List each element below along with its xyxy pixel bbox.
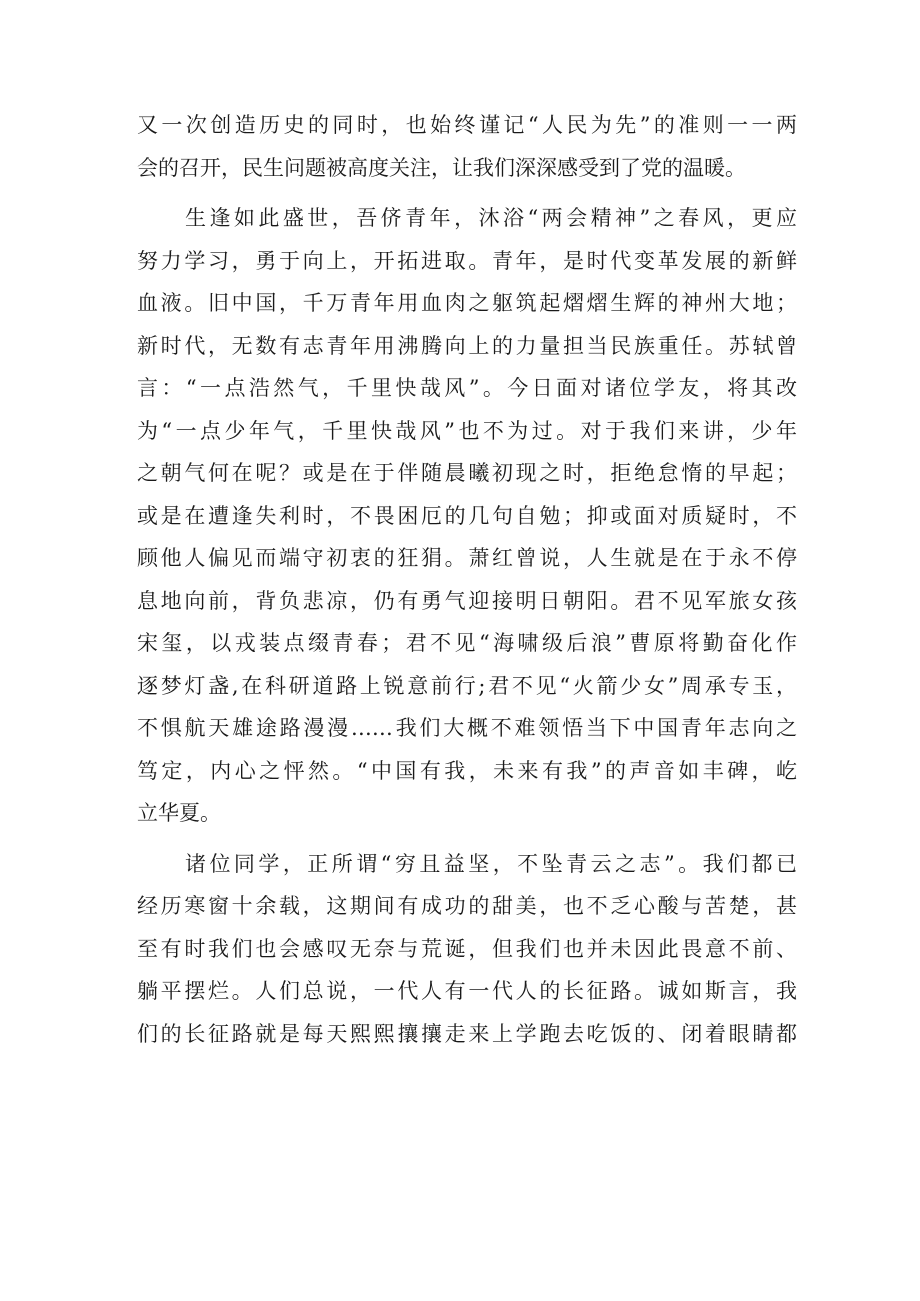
body-text (137, 104, 797, 1055)
text-line: 宋玺，以戎装点缀青春；君不见“海啸级后浪”曹原将勤奋化作 (137, 631, 797, 655)
paragraph-gap (137, 835, 797, 843)
text-line: 会的召开，民生问题被高度关注，让我们深深感受到了党的温暖。 (137, 155, 746, 180)
text-line: 经历寒窗十余载，这期间有成功的甜美，也不乏心酸与苦楚，甚 (137, 894, 797, 918)
text-line: 不惧航天雄途路漫漫……我们大概不难领悟当下中国青年志向之 (137, 716, 797, 740)
text-line: 言：“一点浩然气，千里快哉风”。今日面对诸位学友，将其改 (137, 376, 797, 400)
text-line: 逐梦灯盏,在科研道路上锐意前行;君不见“火箭少女”周承专玉， (137, 673, 797, 698)
text-line: 躺平摆烂。人们总说，一代人有一代人的长征路。诚如斯言，我 (137, 979, 797, 1003)
text-line: 息地向前，背负悲凉，仍有勇气迎接明日朝阳。君不见军旅女孩 (137, 588, 797, 613)
text-line: 新时代，无数有志青年用沸腾向上的力量担当民族重任。苏轼曾 (137, 333, 797, 358)
text-line: 立华夏。 (137, 801, 221, 825)
text-line: 努力学习，勇于向上，开拓进取。青年，是时代变革发展的新鲜 (137, 248, 797, 273)
text-line: 或是在遭逢失利时，不畏困厄的几句自勉；抑或面对质疑时，不 (137, 503, 797, 528)
text-line: 笃定，内心之怦然。“中国有我，未来有我”的声音如丰碑，屹 (137, 758, 797, 783)
text-line: 之朝气何在呢？或是在于伴随晨曦初现之时，拒绝怠惰的早起； (137, 461, 797, 485)
text-line: 诸位同学，正所谓“穷且益坚，不坠青云之志”。我们都已 (185, 851, 797, 876)
text-line: 至有时我们也会感叹无奈与荒诞，但我们也并未因此畏意不前、 (137, 936, 797, 961)
text-line: 们的长征路就是每天熙熙攘攘走来上学跑去吃饭的、闭着眼睛都 (137, 1021, 797, 1046)
paragraph-gap (137, 189, 797, 197)
text-line: 为“一点少年气，千里快哉风”也不为过。对于我们来讲，少年 (137, 418, 797, 443)
text-line: 又一次创造历史的同时，也始终谨记“人民为先”的准则一一两 (137, 113, 797, 137)
text-line: 血液。旧中国，千万青年用血肉之躯筑起熠熠生辉的神州大地； (137, 291, 797, 315)
text-line: 生逢如此盛世，吾侪青年，沐浴“两会精神”之春风，更应 (185, 206, 797, 230)
text-line: 顾他人偏见而端守初衷的狂狷。萧红曾说，人生就是在于永不停 (137, 546, 797, 570)
